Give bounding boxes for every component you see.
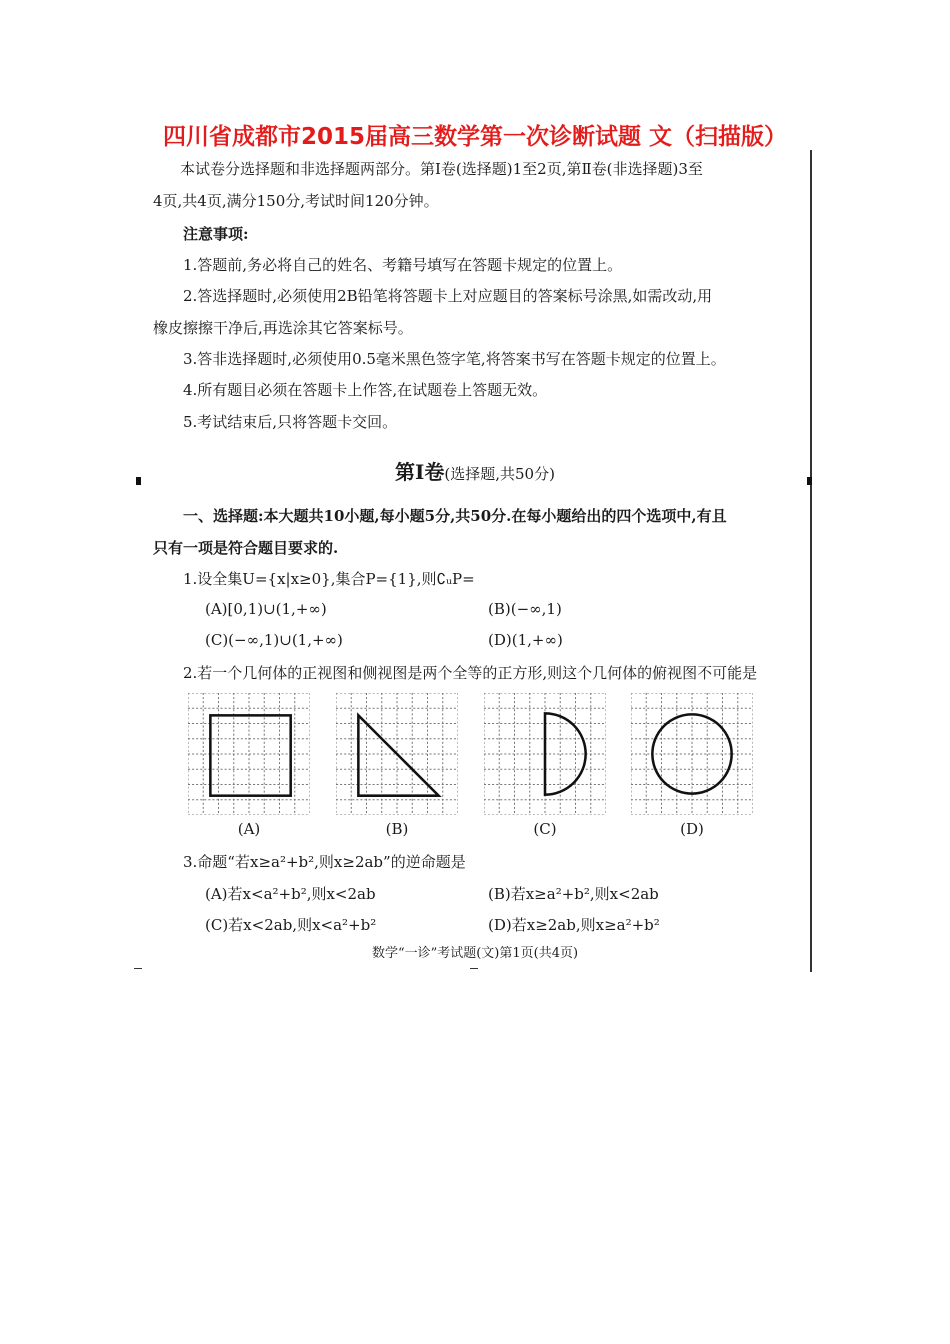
- document-title: 四川省成都市2015届高三数学第一次诊断试题 文（扫描版）: [162, 124, 788, 150]
- part-instructions-1: 一、选择题:本大题共10小题,每小题5分,共50分.在每小题给出的四个选项中,有且: [183, 507, 727, 525]
- question-1-stem: 1.设全集U={x|x≥0},集合P={1},则∁ᵤP=: [183, 570, 475, 588]
- figure-c-semicircle-view: [484, 693, 606, 815]
- figure-a-caption: (A): [237, 820, 261, 838]
- intro-line-1: 本试卷分选择题和非选择题两部分。第Ⅰ卷(选择题)1至2页,第Ⅱ卷(非选择题)3至: [180, 160, 703, 178]
- question-1-option-c: (C)(−∞,1)∪(1,+∞): [205, 631, 343, 649]
- section-subtitle: (选择题,共50分): [444, 465, 555, 483]
- question-3-option-c: (C)若x<2ab,则x<a²+b²: [205, 916, 377, 934]
- corner-tick-left: [134, 968, 142, 969]
- figure-a-square-view: [188, 693, 310, 815]
- part-instructions-2: 只有一项是符合题目要求的.: [153, 539, 339, 557]
- question-1-option-a: (A)[0,1)∪(1,+∞): [205, 600, 327, 618]
- intro-line-2: 4页,共4页,满分150分,考试时间120分钟。: [153, 192, 439, 210]
- figure-c-caption: (C): [533, 820, 557, 838]
- section-title: 第Ⅰ卷: [395, 460, 445, 484]
- figure-b-triangle-view: [336, 693, 458, 815]
- section-heading: [0, 456, 950, 485]
- note-item: 2.答选择题时,必须使用2B铅笔将答题卡上对应题目的答案标号涂黑,如需改动,用: [183, 287, 713, 305]
- note-item: 5.考试结束后,只将答题卡交回。: [183, 413, 398, 431]
- figure-b-caption: (B): [385, 820, 409, 838]
- corner-tick-center: [470, 968, 478, 969]
- question-1-option-b: (B)(−∞,1): [488, 600, 562, 618]
- question-3-option-b: (B)若x≥a²+b²,则x<2ab: [488, 885, 659, 903]
- figure-d-caption: (D): [680, 820, 704, 838]
- question-3-option-a: (A)若x<a²+b²,则x<2ab: [205, 885, 376, 903]
- scan-right-edge: [810, 150, 812, 972]
- note-item: 1.答题前,务必将自己的姓名、考籍号填写在答题卡规定的位置上。: [183, 256, 623, 274]
- page-footer: 数学“一诊”考试题(文)第1页(共4页): [371, 946, 579, 961]
- question-3-option-d: (D)若x≥2ab,则x≥a²+b²: [488, 916, 660, 934]
- notes-heading: 注意事项:: [183, 225, 249, 243]
- note-item: 橡皮擦擦干净后,再选涂其它答案标号。: [153, 319, 413, 337]
- note-item: 3.答非选择题时,必须使用0.5毫米黑色签字笔,将答案书写在答题卡规定的位置上。: [183, 350, 726, 368]
- question-1-option-d: (D)(1,+∞): [488, 631, 563, 649]
- question-3-stem: 3.命题“若x≥a²+b²,则x≥2ab”的逆命题是: [183, 853, 466, 871]
- question-2-stem: 2.若一个几何体的正视图和侧视图是两个全等的正方形,则这个几何体的俯视图不可能是: [183, 664, 758, 682]
- note-item: 4.所有题目必须在答题卡上作答,在试题卷上答题无效。: [183, 381, 548, 399]
- figure-d-circle-view: [631, 693, 753, 815]
